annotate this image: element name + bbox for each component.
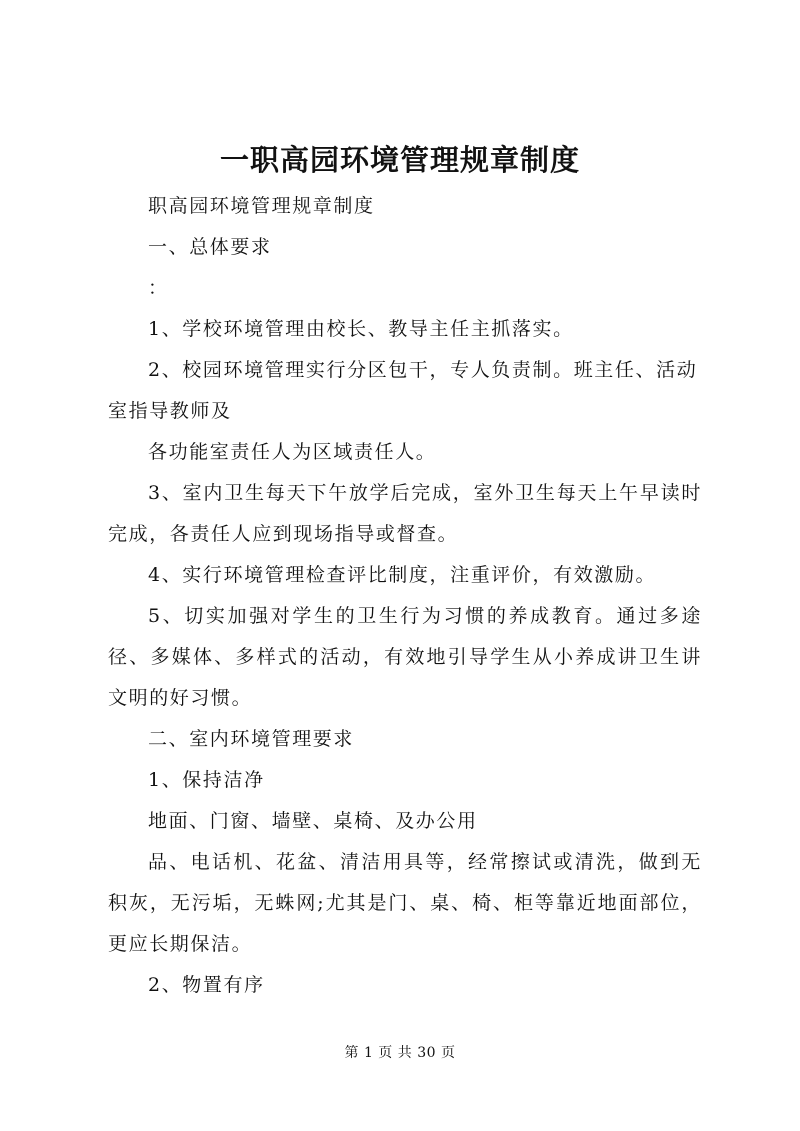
paragraph-item-5: 5、切实加强对学生的卫生行为习惯的养成教育。通过多途径、多媒体、多样式的活动，有效地引导学生从小养成讲卫生讲文明的好习惯。 [108,605,702,709]
paragraph-orderly-items: 2、物置有序 [148,974,265,996]
paragraph-clean-details: 品、电话机、花盆、清洁用具等，经常擦试或清洗，做到无积灰，无污垢，无蛛网;尤其是门、桌、椅、柜等靠近地面部位，更应长期保洁。 [108,851,702,955]
page-footer: 第 1 页 共 30 页 [344,1045,456,1061]
document-body [108,186,702,1006]
document-title: 一职高园环境管理规章制度 [219,143,580,177]
paragraph-item-3: 3、室内卫生每天下午放学后完成，室外卫生每天上午早读时完成，各责任人应到现场指导或督查。 [108,482,702,545]
paragraph-section-1-heading: 一、总体要求 [148,236,272,258]
paragraph-keep-clean: 1、保持洁净 [148,769,265,791]
paragraph-clean-items: 地面、门窗、墙壁、桌椅、及办公用 [148,810,478,832]
paragraph-subtitle: 职高园环境管理规章制度 [148,195,375,217]
paragraph-item-2: 2、校园环境管理实行分区包干，专人负责制。班主任、活动室指导教师及 [108,359,698,422]
paragraph-section-2-heading: 二、室内环境管理要求 [148,728,355,750]
paragraph-colon: ： [148,277,169,299]
paragraph-item-1: 1、学校环境管理由校长、教导主任主抓落实。 [148,318,574,340]
paragraph-item-4: 4、实行环境管理检查评比制度，注重评价，有效激励。 [148,564,657,586]
paragraph-item-2-continued: 各功能室责任人为区域责任人。 [148,441,437,463]
